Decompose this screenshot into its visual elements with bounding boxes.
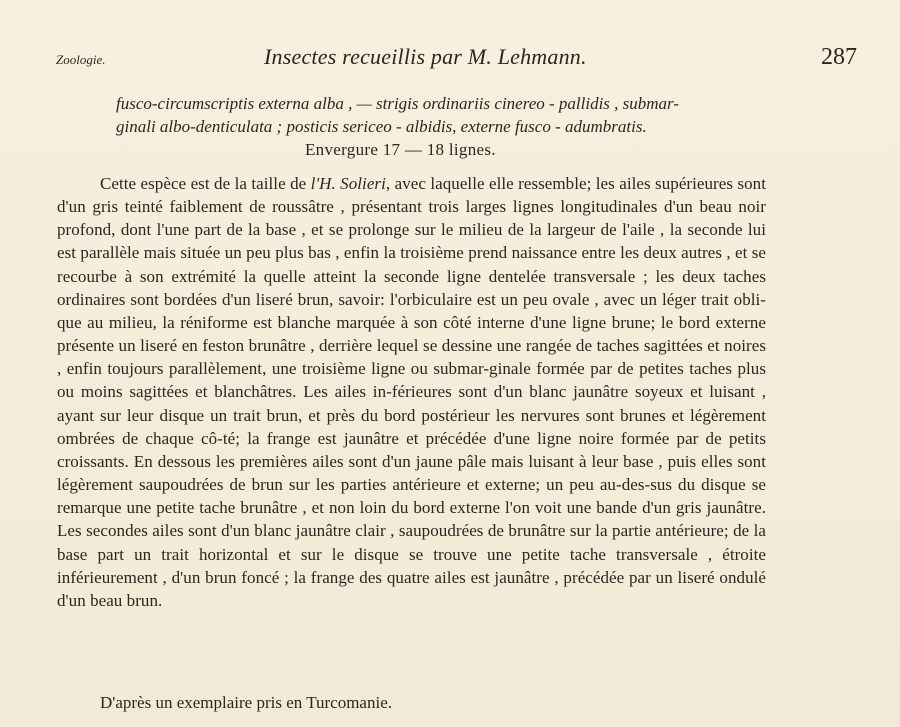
running-title: Insectes recueillis par M. Lehmann. [264, 44, 587, 69]
paragraph-text-rest: , avec laquelle elle ressemble; les ailes supérieures sont d'un gris teinté faiblement de roussâtre , présentant trois larges lignes longitudinales d'un beau noir profond, dont l'une part de la base , et se prolonge sur le milieu de la largeur de l'aile , la seconde lui est parallèle mais située un peu plus bas , enfin la troisième prend naissance entre les deux autres , et se recourbe à son extrémité la quelle atteint la seconde ligne dentelée transversale ; les deux taches ordinaires sont bordées d'un liseré brun, savoir: l'orbiculaire est un peu ovale , avec un léger trait obli-que au milieu, la réniforme est blanche marquée à son côté interne d'une ligne brune; le bord externe présente un liseré en feston brunâtre , derrière lequel se dessine une rangée de taches sagittées et noires , enfin toujours parallèlement, une troisième ligne ou submar-ginale formée par de petites taches plus ou moins sagittées et blanchâtres. Les ailes in-férieures sont d'un blanc jaunâtre soyeux et luisant , ayant sur leur disque un trait brun, et près du bord postérieur les nervures sont brunes et légèrement ombrées de chaque cô-té; la frange est jaunâtre et précédée d'une ligne noire formée par de petits croissants. En dessous les premières ailes sont d'un jaune pâle mais luisant à leur base , puis elles sont légèrement saupoudrées de brun sur les parties antérieure et externe; un peu au-des-sus du disque se remarque une petite tache brunâtre , et non loin du bord externe l'on voit une bande d'un gris jaunâtre. Les secondes ailes sont d'un blanc jaunâtre clair , saupoudrées de brunâtre sur la partie antérieure; de la base part un trait horizontal et sur le disque se trouve une petite tache transversale , étroite inférieurement , d'un brun foncé ; la frange des quatre ailes est jaunâtre , précédée par un liseré ondulé d'un beau brun. [57, 174, 766, 610]
latin-description-line-2: ginali albo-denticulata ; posticis sericeo - albidis, externe fusco - adumbratis. [116, 117, 647, 136]
wingspan: Envergure 17 — 18 lignes. [305, 140, 496, 159]
running-section: Zoologie. [56, 52, 106, 67]
page-number: 287 [821, 44, 857, 70]
paragraph-text-start: Cette espèce est de la taille de [100, 174, 311, 193]
latin-description [116, 92, 756, 138]
body-paragraph [57, 172, 766, 612]
page-header [56, 44, 856, 84]
species-reference: l'H. Solieri [310, 174, 386, 193]
latin-description-line-1: fusco-circumscriptis externa alba , — strigis ordinariis cinereo - pallidis , submar- [116, 94, 679, 113]
closing-note: D'après un exemplaire pris en Turcomanie. [100, 693, 392, 712]
